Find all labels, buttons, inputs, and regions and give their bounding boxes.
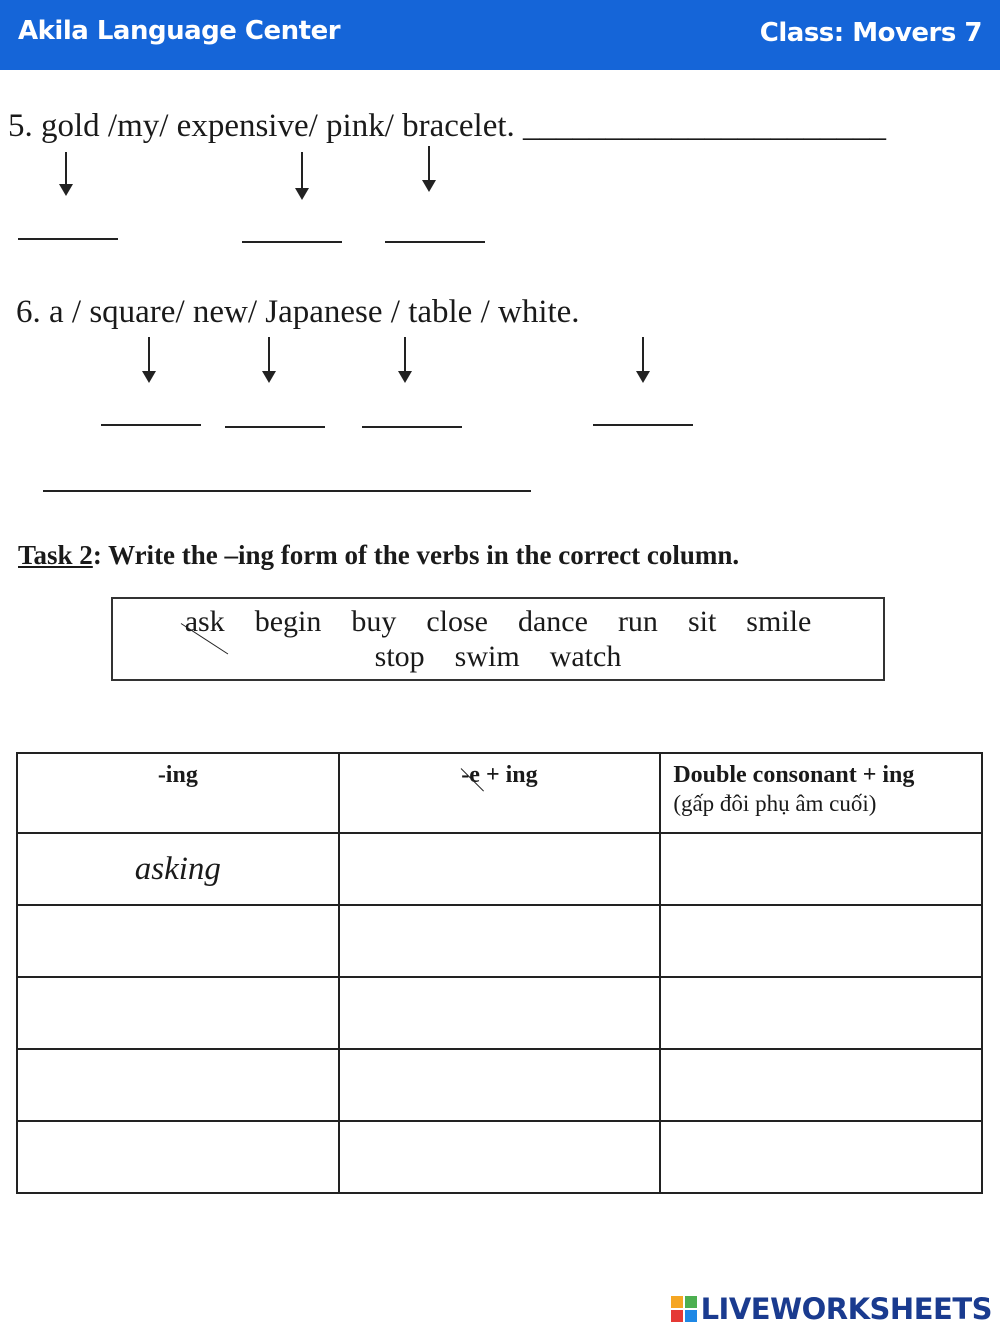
answer-cell[interactable] [17,1049,339,1121]
answer-blank[interactable] [225,426,325,428]
answer-cell[interactable] [339,833,661,905]
answer-cell[interactable] [17,905,339,977]
col-ing-header: -ing [17,753,339,833]
word-item: dance [517,605,588,638]
word-item: smile [746,605,812,638]
answer-cell[interactable] [660,1121,982,1193]
word-line-2 [113,640,883,674]
word-item: begin [254,605,322,638]
class-label: Class: Movers 7 [759,18,982,48]
word-item: stop [374,640,425,673]
answer-cell[interactable] [339,977,661,1049]
word-line-1 [113,605,883,639]
table-row [17,1049,982,1121]
answer-blank[interactable] [242,241,342,243]
answer-cell[interactable] [339,905,661,977]
answer-blank[interactable] [18,238,118,240]
answer-blank[interactable] [101,424,201,426]
col-double-consonant-header: Double consonant + ing (gấp đôi phụ âm cuối) [660,753,982,833]
answer-cell[interactable] [17,1121,339,1193]
word-item: ask [185,605,225,639]
table-row [17,833,982,905]
word-item: sit [687,605,717,638]
answer-cell[interactable] [660,977,982,1049]
word-item: run [617,605,658,638]
table-row [17,977,982,1049]
word-item: swim [454,640,520,673]
answer-cell[interactable] [660,905,982,977]
liveworksheets-brand [671,1292,992,1326]
answer-blank[interactable] [362,426,462,428]
word-box [111,597,885,681]
table-row [17,1121,982,1193]
sentence-answer-blank[interactable] [43,490,531,492]
task-instruction: : Write the –ing form of the verbs in the correct column. [92,540,740,570]
center-name: Akila Language Center [18,16,341,46]
answer-cell[interactable] [17,977,339,1049]
answer-table [16,752,983,1194]
answer-blank[interactable] [593,424,693,426]
page-header [0,0,1000,70]
example-answer-cell: asking [17,833,339,905]
brand-name: LIVEWORKSHEETS [700,1292,992,1326]
word-item: buy [351,605,397,638]
answer-cell[interactable] [660,833,982,905]
task-label: Task 2 [18,540,93,570]
question-6: 6. a / square/ new/ Japanese / table / white. [16,294,580,330]
answer-cell[interactable] [339,1049,661,1121]
answer-cell[interactable] [660,1049,982,1121]
word-item: close [426,605,488,638]
table-row [17,905,982,977]
table-header-row [17,753,982,833]
word-item: watch [549,640,622,673]
question-5: 5. gold /my/ expensive/ pink/ bracelet. ______________________ [8,108,887,144]
liveworksheets-logo-icon [671,1296,697,1322]
answer-blank[interactable] [385,241,485,243]
task-2-heading [18,540,739,571]
col-e-ing-header: -e + ing [339,753,661,833]
answer-cell[interactable] [339,1121,661,1193]
